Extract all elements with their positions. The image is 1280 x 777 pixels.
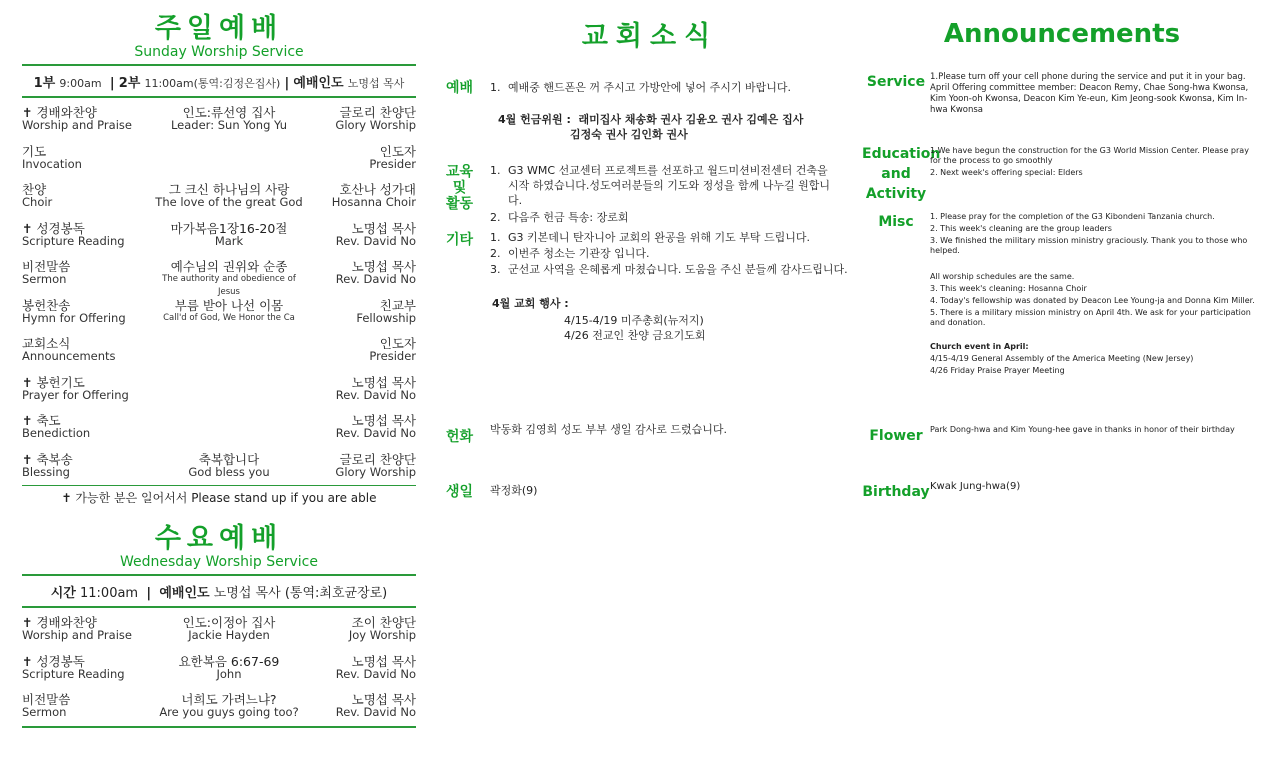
misc-note-7: 5. There is a military mission ministry on April 4th. We ask for your participation and donation. bbox=[930, 308, 1251, 327]
order-detail-ko: 축복합니다 bbox=[198, 451, 260, 467]
order-item bbox=[22, 414, 152, 440]
order-leader bbox=[306, 376, 416, 402]
order-detail-en: Jackie Hayden bbox=[188, 628, 270, 642]
cross-icon: ✝ bbox=[22, 451, 33, 467]
order-row bbox=[22, 299, 416, 338]
divider bbox=[22, 726, 416, 728]
order-item bbox=[22, 337, 152, 363]
misc-note-4: All worship schedules are the same. bbox=[930, 272, 1075, 281]
etc-notes: 1. G3 키본데니 탄자니아 교회의 완공을 위해 기도 부탁 드립니다. 2. 이번주 청소는 기관장 입니다. 3. 군선교 사역을 은혜롭게 마쳤습니다. 도움을 주신 분들께 감사드립니다. bbox=[490, 231, 848, 276]
order-leader-en: Glory Worship bbox=[335, 464, 416, 479]
order-item-ko: 축도 bbox=[36, 413, 61, 428]
worship-notes: 1. 예배중 핸드폰은 꺼 주시고 가방안에 넣어 주시기 바랍니다. bbox=[490, 81, 791, 94]
leader-label: 예배인도 bbox=[159, 586, 210, 601]
order-item-en: Scripture Reading bbox=[22, 666, 125, 681]
order-detail bbox=[152, 183, 306, 209]
news-en-title: Announcements bbox=[943, 19, 1181, 49]
order-leader bbox=[306, 616, 416, 642]
order-item-en: Invocation bbox=[22, 156, 82, 171]
wednesday-service-info: 시간 11:00am | 예배인도 노명섭 목사 (통역:최호균장로) bbox=[50, 586, 388, 601]
order-item-en: Choir bbox=[22, 195, 53, 209]
order-leader-ko: 노명섭 목사 bbox=[351, 374, 416, 390]
education-note-2: 다음주 헌금 특송: 장로회 bbox=[508, 211, 629, 224]
order-leader-en: Joy Worship bbox=[348, 628, 416, 642]
order-detail-ko: 요한복음 6:67-69 bbox=[178, 653, 280, 669]
order-leader bbox=[306, 183, 416, 209]
order-leader-ko: 인도자 bbox=[379, 336, 416, 351]
misc-note-3: 3. We finished the military mission ministry graciously. Thank you to those who helped. bbox=[930, 236, 1248, 255]
order-detail bbox=[152, 299, 306, 325]
order-detail-ko: 마가복음1장16-20절 bbox=[170, 220, 288, 236]
offering-members-1: 래미집사 채송화 권사 김윤오 권사 김예은 집사 bbox=[578, 113, 804, 126]
order-leader-en: Rev. David No bbox=[335, 272, 416, 286]
order-item-en: Hymn for Offering bbox=[22, 310, 126, 325]
misc-note-2: 2. This week's cleaning are the group leaders bbox=[930, 224, 1112, 233]
cross-icon: ✝ bbox=[22, 653, 33, 669]
order-detail-en: The authority and obedience of Jesus bbox=[162, 274, 296, 297]
order-row bbox=[22, 414, 416, 453]
order-row bbox=[22, 106, 416, 145]
sunday-subtitle: Sunday Worship Service bbox=[134, 44, 304, 60]
order-row bbox=[22, 655, 416, 694]
order-item-ko: 비전말씀 bbox=[22, 692, 71, 707]
order-leader-en: Fellowship bbox=[356, 310, 416, 325]
order-item-ko: 비전말씀 bbox=[22, 259, 71, 274]
order-leader-ko: 노명섭 목사 bbox=[351, 653, 416, 669]
order-detail-ko: 그 크신 하나님의 사랑 bbox=[168, 182, 290, 197]
cross-icon: ✝ bbox=[22, 105, 33, 120]
order-detail-en: Call'd of God, We Honor the Ca bbox=[163, 312, 295, 323]
order-item bbox=[22, 183, 152, 209]
order-item bbox=[22, 145, 152, 171]
order-leader bbox=[306, 337, 416, 363]
etc-label: 기타 bbox=[446, 232, 474, 248]
standup-note bbox=[22, 486, 416, 512]
offering-committee bbox=[498, 112, 838, 142]
leader-label: 예배인도 bbox=[293, 76, 344, 91]
misc-notes bbox=[930, 212, 1260, 376]
divider bbox=[22, 606, 416, 608]
order-detail-ko: 예수님의 권위와 순종 bbox=[170, 259, 288, 274]
order-item bbox=[22, 222, 152, 248]
offering-members-2: 김정숙 권사 김인화 권사 bbox=[570, 128, 688, 141]
wednesday-subtitle: Wednesday Worship Service bbox=[120, 554, 318, 570]
order-leader-ko: 인도자 bbox=[379, 143, 416, 159]
order-detail bbox=[152, 616, 306, 642]
standup-ko: 가능한 분은 일어서서 bbox=[75, 491, 188, 505]
worship-order-column bbox=[22, 0, 416, 728]
education-label: 교육 및 활동 bbox=[446, 164, 474, 212]
order-leader-en: Rev. David No bbox=[335, 666, 416, 681]
flower-text: 박동화 김영희 성도 부부 생일 감사로 드렸습니다. bbox=[490, 423, 727, 436]
order-item bbox=[22, 106, 152, 132]
worship-note-1: 예배중 핸드폰은 꺼 주시고 가방안에 넣어 주시기 바랍니다. bbox=[508, 81, 791, 94]
order-leader-ko: 노명섭 목사 bbox=[351, 220, 416, 236]
order-item-en: Benediction bbox=[22, 426, 91, 440]
order-item bbox=[22, 655, 152, 681]
order-detail-ko: 부름 받아 나선 이몸 bbox=[174, 297, 284, 313]
order-item-ko: 교회소식 bbox=[22, 336, 71, 351]
order-leader bbox=[306, 655, 416, 681]
order-item-en: Worship and Praise bbox=[22, 628, 132, 642]
service-note-2: April Offering committee member: Deacon Remy, Chae Song-hwa Kwonsa, Kim Yoon-oh Kwonsa, Deacon Kim Ye-eun, Kim Jeong-sook Kwonsa, Kim In-hwa Kwonsa bbox=[930, 83, 1249, 115]
service2-interpreter: (통역:김정은집사) bbox=[193, 77, 281, 90]
service2-label: 2부 bbox=[118, 76, 141, 91]
order-leader-ko: 글로리 찬양단 bbox=[339, 451, 416, 467]
order-detail-en: God bless you bbox=[188, 464, 270, 479]
service1-label: 1부 bbox=[33, 76, 56, 91]
education-notes: 1. G3 WMC 선교센터 프로젝트를 선포하고 월드미션비전센터 건축을 시작 하였습니다.성도여러분들의 기도와 정성을 함께 나누길 원합니다. 2. 다음주 헌금 특송: 장로회 bbox=[490, 163, 835, 225]
order-leader-en: Hosanna Choir bbox=[331, 195, 416, 209]
order-detail-ko: 너희도 가려느냐? bbox=[181, 692, 277, 707]
education-note-2: 2. Next week's offering special: Elders bbox=[930, 168, 1083, 177]
order-detail-en: John bbox=[216, 666, 242, 681]
service2-time: 11:00am bbox=[144, 77, 194, 90]
order-detail bbox=[152, 106, 306, 132]
divider bbox=[22, 96, 416, 98]
order-leader-en: Glory Worship bbox=[335, 118, 416, 132]
order-detail-en: Leader: Sun Yong Yu bbox=[170, 118, 288, 132]
order-detail bbox=[152, 655, 306, 681]
order-leader bbox=[306, 299, 416, 325]
order-item-en: Announcements bbox=[22, 349, 116, 363]
etc-note-2: 이번주 청소는 기관장 입니다. bbox=[508, 247, 650, 260]
order-detail bbox=[152, 693, 306, 719]
service1-time: 9:00am bbox=[59, 77, 102, 90]
order-item-ko: 성경봉독 bbox=[36, 220, 85, 236]
order-leader bbox=[306, 453, 416, 479]
order-leader-ko: 조이 찬양단 bbox=[351, 615, 416, 630]
education-label: Education and Activity bbox=[862, 146, 941, 202]
order-item bbox=[22, 260, 152, 286]
order-leader-en: Rev. David No bbox=[335, 387, 416, 402]
education-notes bbox=[930, 146, 1260, 178]
misc-label: Misc bbox=[878, 214, 914, 230]
standup-en: Please stand up if you are able bbox=[191, 491, 377, 505]
order-item-ko: 경배와찬양 bbox=[36, 105, 97, 120]
leader-name: 노명섭 목사 bbox=[213, 586, 281, 601]
order-item-ko: 기도 bbox=[22, 143, 47, 159]
interpreter: (통역:최호균장로) bbox=[284, 586, 388, 601]
order-item-ko: 봉헌기도 bbox=[36, 374, 85, 390]
order-detail bbox=[152, 453, 306, 479]
order-item-en: Sermon bbox=[22, 272, 67, 286]
etc-note-3: 군선교 사역을 은혜롭게 마쳤습니다. 도움을 주신 분들께 감사드립니다. bbox=[508, 263, 848, 276]
misc-note-1: 1. Please pray for the completion of the G3 Kibondeni Tanzania church. bbox=[930, 212, 1215, 221]
order-leader-ko: 노명섭 목사 bbox=[351, 413, 416, 428]
misc-note-5: 3. This week's cleaning: Hosanna Choir bbox=[930, 284, 1087, 293]
order-item-ko: 경배와찬양 bbox=[36, 615, 97, 630]
misc-note-6: 4. Today's fellowship was donated by Deacon Lee Young-ja and Donna Kim Miller. bbox=[930, 296, 1255, 305]
order-row bbox=[22, 260, 416, 299]
flower-label: 헌화 bbox=[446, 429, 474, 445]
cross-icon: ✝ bbox=[22, 374, 33, 390]
order-item-en: Blessing bbox=[22, 464, 70, 479]
order-item-ko: 찬양 bbox=[22, 182, 47, 197]
misc-event-label: Church event in April: bbox=[930, 342, 1029, 351]
order-detail bbox=[152, 222, 306, 248]
flower-label: Flower bbox=[869, 428, 923, 444]
order-detail-ko: 인도:류선영 집사 bbox=[182, 105, 276, 120]
birthday-text: Kwak Jung-hwa(9) bbox=[930, 481, 1021, 492]
order-item bbox=[22, 376, 152, 402]
flower-text: Park Dong-hwa and Kim Young-hee gave in thanks in honor of their birthday bbox=[930, 425, 1235, 434]
order-leader-en: Rev. David No bbox=[335, 705, 416, 719]
order-leader bbox=[306, 414, 416, 440]
order-item-en: Sermon bbox=[22, 705, 67, 719]
order-leader-ko: 노명섭 목사 bbox=[351, 259, 416, 274]
order-leader bbox=[306, 145, 416, 171]
etc-note-1: G3 키본데니 탄자니아 교회의 완공을 위해 기도 부탁 드립니다. bbox=[508, 231, 811, 244]
order-leader bbox=[306, 693, 416, 719]
order-item-ko: 축복송 bbox=[36, 451, 73, 467]
news-ko-title: 교회소식 bbox=[581, 21, 719, 52]
order-detail-en: Are you guys going too? bbox=[159, 705, 299, 719]
order-row bbox=[22, 145, 416, 184]
worship-label: 예배 bbox=[446, 80, 474, 96]
order-item-en: Worship and Praise bbox=[22, 118, 132, 132]
offering-label: 4월 헌금위원 : bbox=[498, 113, 571, 126]
order-leader-en: Rev. David No bbox=[335, 426, 416, 440]
service-notes bbox=[930, 72, 1260, 116]
order-leader bbox=[306, 260, 416, 286]
order-row bbox=[22, 616, 416, 655]
service-note-1: 1.Please turn off your cell phone during the service and put it in your bag. bbox=[930, 72, 1246, 82]
order-leader-en: Presider bbox=[369, 349, 416, 363]
korean-announcements-column bbox=[440, 0, 860, 777]
order-leader-en: Presider bbox=[369, 156, 416, 171]
order-detail-en: The love of the great God bbox=[155, 195, 303, 209]
cross-icon: ✝ bbox=[22, 615, 33, 630]
wednesday-order-list bbox=[22, 616, 416, 732]
order-row bbox=[22, 337, 416, 376]
order-leader-ko: 호산나 성가대 bbox=[339, 182, 416, 197]
sunday-order-list bbox=[22, 106, 416, 491]
cross-icon: ✝ bbox=[22, 413, 33, 428]
service-label: Service bbox=[866, 74, 926, 90]
order-leader-ko: 노명섭 목사 bbox=[351, 692, 416, 707]
order-item-en: Scripture Reading bbox=[22, 233, 125, 248]
english-announcements-column bbox=[862, 0, 1262, 777]
cross-icon: ✝ bbox=[61, 491, 72, 505]
order-item bbox=[22, 299, 152, 325]
sunday-service-info: 1부 9:00am | 2부 11:00am(통역:김정은집사) | 예배인도 노명섭 목사 bbox=[33, 76, 405, 91]
order-item-ko: 성경봉독 bbox=[36, 653, 85, 669]
order-detail-en: Mark bbox=[214, 233, 244, 248]
leader-name: 노명섭 목사 bbox=[347, 77, 405, 90]
birthday-label: Birthday bbox=[862, 484, 930, 500]
order-item bbox=[22, 453, 152, 479]
order-detail bbox=[152, 260, 306, 299]
order-item-en: Prayer for Offering bbox=[22, 387, 129, 402]
order-leader bbox=[306, 106, 416, 132]
cross-icon: ✝ bbox=[22, 220, 33, 236]
education-note-1: G3 WMC 선교센터 프로젝트를 선포하고 월드미션비전센터 건축을 시작 하였습니다.성도여러분들의 기도와 정성을 함께 나누길 원합니다. bbox=[508, 164, 831, 207]
april-events bbox=[492, 296, 832, 343]
order-leader-en: Rev. David No bbox=[335, 233, 416, 248]
order-detail-ko: 인도:이정아 집사 bbox=[182, 615, 276, 630]
order-leader-ko: 글로리 찬양단 bbox=[339, 105, 416, 120]
event-1: 4/15-4/19 미주총회(뉴저지) bbox=[564, 314, 704, 327]
order-leader bbox=[306, 222, 416, 248]
birthday-label: 생일 bbox=[446, 484, 474, 500]
event-2: 4/26 전교인 찬양 금요기도회 bbox=[564, 329, 706, 342]
order-item bbox=[22, 693, 152, 719]
time-value: 11:00am bbox=[80, 586, 139, 601]
order-item-ko: 봉헌찬송 bbox=[22, 297, 71, 313]
order-item bbox=[22, 616, 152, 642]
time-label: 시간 bbox=[50, 586, 76, 601]
misc-event-2: 4/26 Friday Praise Prayer Meeting bbox=[930, 366, 1065, 375]
order-row bbox=[22, 222, 416, 261]
events-label: 4월 교회 행사 : bbox=[492, 297, 569, 310]
order-row bbox=[22, 183, 416, 222]
birthday-text: 곽정화(9) bbox=[490, 484, 538, 497]
order-leader-ko: 친교부 bbox=[379, 297, 416, 313]
sunday-title: 주일예배 bbox=[154, 13, 284, 44]
education-note-1: 1.We have begun the construction for the G3 World Mission Center. Please pray for the process to go smoothly bbox=[930, 146, 1249, 165]
misc-event-1: 4/15-4/19 General Assembly of the America Meeting (New Jersey) bbox=[930, 354, 1194, 363]
order-row bbox=[22, 376, 416, 415]
wednesday-title: 수요예배 bbox=[154, 523, 284, 554]
